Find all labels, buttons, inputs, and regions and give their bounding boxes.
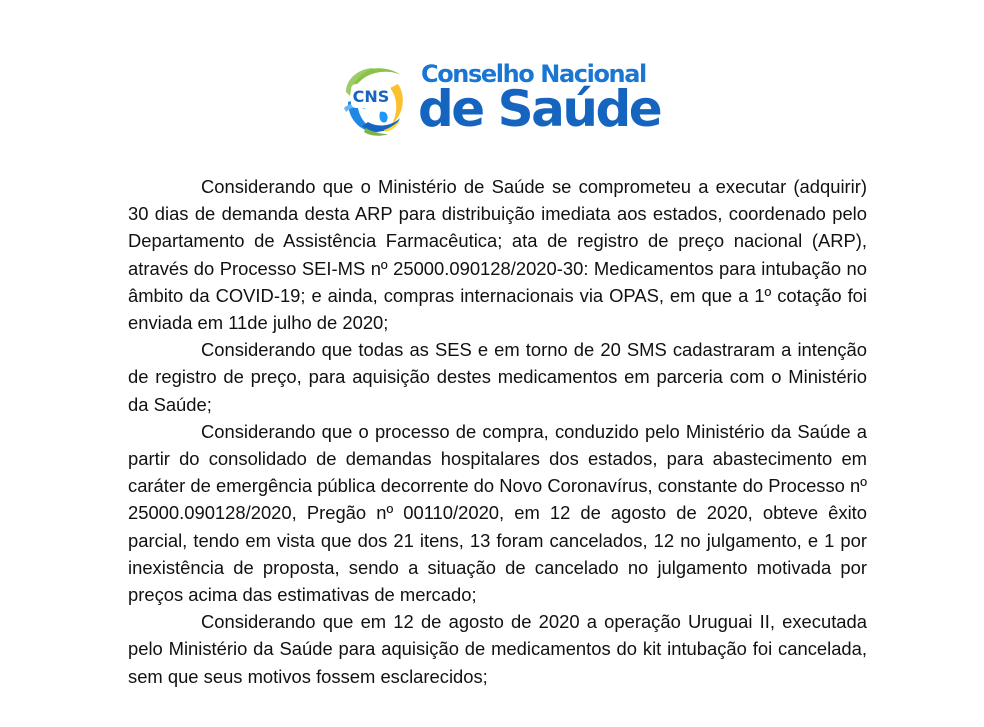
cns-logo: [340, 58, 660, 142]
paragraph: Considerando que todas as SES e em torno de 20 SMS cadastraram a intenção de registro de preço, para aquisição destes medicamentos em parceria com o Ministério da Saúde;: [128, 339, 867, 415]
paragraph: Considerando que o Ministério de Saúde se comprometeu a executar (adquirir) 30 dias de demanda desta ARP para distribuição imediata aos estados, coordenado pelo Departamento de Assistência Farmacêutica; ata de registro de preço nacional (ARP), através do Processo SEI-MS nº 25000.090128/2020-30: Medicamentos para intubação no âmbito da COVID-19; e ainda, compras internacionais via OPAS, em que a 1º cotação foi enviada em 11de julho de 2020;: [128, 176, 867, 334]
cns-mark-text: CNS: [352, 87, 390, 106]
document-body: [128, 173, 867, 690]
paragraph: Considerando que o processo de compra, conduzido pelo Ministério da Saúde a partir do consolidado de demandas hospitalares dos estados, para abastecimento em caráter de emergência pública decorrente do Novo Coronavírus, constante do Processo nº 25000.090128/2020, Pregão nº 00110/2020, em 12 de agosto de 2020, obteve êxito parcial, tendo em vista que dos 21 itens, 13 foram cancelados, 12 no julgamento, e 1 por inexistência de proposta, sendo a situação de cancelado no julgamento motivada por preços acima das estimativas de mercado;: [128, 420, 867, 606]
cns-globe-icon: [340, 62, 410, 138]
paragraph: Considerando que em 12 de agosto de 2020 a operação Uruguai II, executada pelo Ministério da Saúde para aquisição de medicamentos do kit intubação foi cancelada, sem que seus motivos fossem esclarecidos;: [128, 611, 867, 687]
logo-line-2: de Saúde: [418, 80, 661, 138]
logo-line-1: Conselho Nacional: [421, 60, 646, 88]
